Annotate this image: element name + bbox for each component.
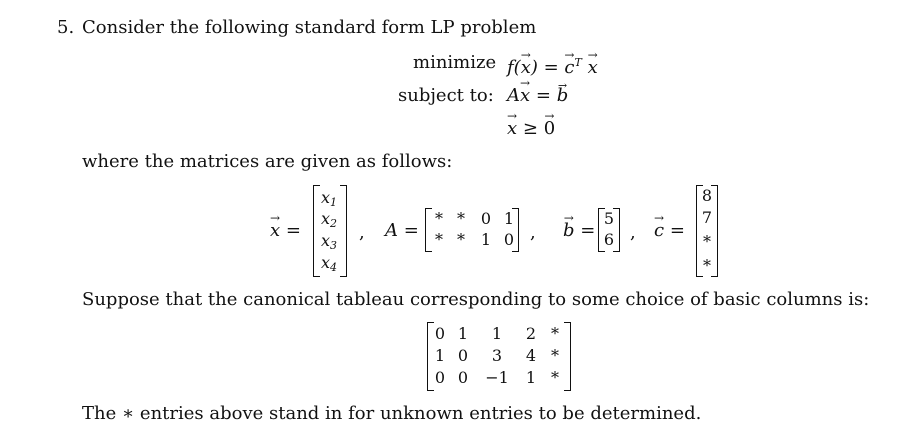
A-matrix-cell: *	[435, 209, 443, 228]
tableau-cell: 1	[525, 368, 537, 387]
tableau-cell: −1	[485, 368, 509, 387]
tableau-cell: 1	[434, 346, 446, 365]
tableau-cell: 0	[434, 368, 446, 387]
lp-equality-constraint: A→ x = → b	[507, 85, 568, 107]
suppose-text: Suppose that the canonical tableau corresponding to some choice of basic columns is:	[82, 289, 870, 310]
x-vector-entry: $x_1$	[320, 188, 338, 209]
c-vector-entry: *	[703, 256, 711, 275]
problem-number: 5.	[57, 17, 75, 38]
tableau-cell: *	[551, 368, 559, 387]
A-matrix-cell: *	[457, 230, 465, 249]
c-vector-entry: *	[703, 232, 711, 251]
x-vector-entry: $x_3$	[320, 231, 338, 252]
A-matrix-cell: 0	[480, 209, 492, 228]
tableau-cell: 1	[457, 324, 469, 343]
cutoff-previous-line	[90, 0, 790, 4]
c-vector-entry: 7	[701, 208, 713, 227]
x-vector-label: → x =	[270, 220, 301, 242]
lp-subject-to-label: subject to:	[398, 85, 494, 106]
A-matrix-cell: 1	[503, 209, 515, 228]
tableau-cell: *	[551, 324, 559, 343]
tableau-cell: 3	[491, 346, 503, 365]
b-vector-entry: 6	[603, 230, 615, 249]
footer-text: The ∗ entries above stand in for unknown entries to be determined.	[82, 403, 702, 424]
b-vector-label: → b =	[563, 220, 595, 242]
A-matrix-cell: 1	[480, 230, 492, 249]
A-matrix-cell: *	[435, 230, 443, 249]
separator-comma: ,	[630, 222, 636, 243]
c-vector-entry: 8	[701, 186, 713, 205]
c-vector-label: → c =	[654, 220, 685, 242]
separator-comma: ,	[359, 222, 365, 243]
tableau-cell: 2	[525, 324, 537, 343]
problem-intro: Consider the following standard form LP problem	[82, 17, 537, 38]
lp-nonnegativity-constraint: → x ≥ → 0	[507, 118, 555, 140]
tableau-cell: 0	[434, 324, 446, 343]
A-matrix-cell: 0	[503, 230, 515, 249]
A-matrix-cell: *	[457, 209, 465, 228]
x-vector-entry: $x_2$	[320, 209, 338, 230]
separator-comma: ,	[530, 222, 536, 243]
tableau-cell: 1	[491, 324, 503, 343]
tableau-cell: 0	[457, 368, 469, 387]
x-vector-entry: $x_4$	[320, 253, 338, 274]
lp-objective: f(→ x) = → $c^T \to x$	[507, 52, 598, 79]
A-matrix-label: A =	[385, 220, 419, 241]
tableau-cell: 0	[457, 346, 469, 365]
lp-minimize-label: minimize	[413, 52, 497, 73]
tableau-cell: *	[551, 346, 559, 365]
b-vector-entry: 5	[603, 209, 615, 228]
tableau-cell: 4	[525, 346, 537, 365]
where-text: where the matrices are given as follows:	[82, 151, 453, 172]
